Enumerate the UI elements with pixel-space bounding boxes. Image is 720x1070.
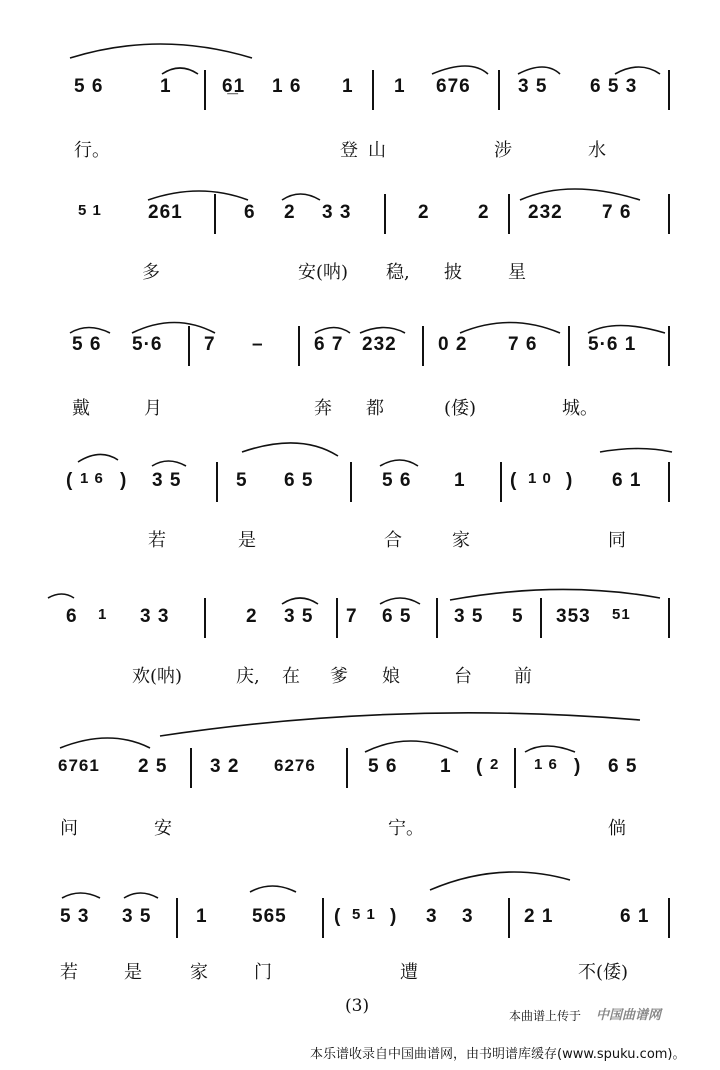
- note-group: 2 1: [524, 906, 554, 927]
- note-group: 51: [612, 606, 631, 623]
- barline: [216, 462, 218, 502]
- note-group: 6 5: [382, 606, 412, 627]
- barline: [384, 194, 386, 234]
- barline: [668, 326, 670, 366]
- upload-note: 本曲谱上传于: [509, 1009, 582, 1023]
- source-line: 本乐谱收录自中国曲谱网，由书明谱库缓存(www.spuku.com)。: [310, 1047, 686, 1062]
- lyric: 庆,: [236, 666, 260, 687]
- barline: [422, 326, 424, 366]
- lyric: 欢(呐): [132, 666, 183, 687]
- barline: [190, 748, 192, 788]
- note-group: 5: [512, 606, 524, 627]
- lyric: (倭): [444, 398, 477, 419]
- barline: [500, 462, 502, 502]
- note-group: ): [120, 470, 128, 491]
- note-group: 3 5: [122, 906, 152, 927]
- barline: [668, 194, 670, 234]
- note-group: (: [510, 470, 518, 491]
- lyric: 水: [588, 140, 606, 161]
- lyric: 不(倭): [578, 962, 629, 983]
- page-number: (3): [345, 996, 370, 1016]
- site-logo[interactable]: 中国曲谱网: [596, 1008, 662, 1023]
- note-group: 1 0: [528, 470, 552, 487]
- note-group: 6: [244, 202, 256, 223]
- barline: [204, 598, 206, 638]
- barline: [668, 462, 670, 502]
- note-group: 6 5: [608, 756, 638, 777]
- lyric: 家: [190, 962, 208, 983]
- note-group: 6761: [58, 756, 100, 775]
- note-group: ): [566, 470, 574, 491]
- barline: [668, 70, 670, 110]
- note-group: 5 3: [60, 906, 90, 927]
- note-group: 3 3: [322, 202, 352, 223]
- lyric: 稳,: [386, 262, 410, 283]
- barline: [514, 748, 516, 788]
- note-group: 6: [66, 606, 78, 627]
- note-group: 2: [246, 606, 258, 627]
- note-group: 3 2: [210, 756, 240, 777]
- lyric: 戴: [72, 398, 90, 419]
- barline: [668, 598, 670, 638]
- note-group: 2: [418, 202, 430, 223]
- note-group: 1 6: [272, 76, 302, 97]
- lyric: 登山: [340, 140, 396, 161]
- note-group: ): [390, 906, 398, 927]
- note-group: 2: [478, 202, 490, 223]
- note-group: 5·6 1: [588, 334, 637, 355]
- lyric: 在: [282, 666, 300, 687]
- lyric: 月: [144, 398, 162, 419]
- note-group: 565: [252, 906, 287, 927]
- note-group: 5 1: [352, 906, 376, 923]
- note-group: ): [574, 756, 582, 777]
- lyric: 合: [384, 530, 402, 551]
- note-group: 3 5: [518, 76, 548, 97]
- lyric: 安: [154, 818, 172, 839]
- lyric: 是: [238, 530, 256, 551]
- note-group: 7 6: [602, 202, 632, 223]
- lyric: 门: [254, 962, 272, 983]
- lyric: 奔: [314, 398, 332, 419]
- note-group: 6 1: [612, 470, 642, 491]
- note-group: 1: [394, 76, 406, 97]
- note-group: 6 1: [620, 906, 650, 927]
- note-group: 5 6: [368, 756, 398, 777]
- barline: [322, 898, 324, 938]
- lyric: 爹: [330, 666, 348, 687]
- note-group: 232: [528, 202, 563, 223]
- note-group: 3 3: [140, 606, 170, 627]
- note-group: 232: [362, 334, 397, 355]
- note-group: 6̲1: [222, 76, 246, 97]
- barline: [436, 598, 438, 638]
- barline: [214, 194, 216, 234]
- lyric: 披: [444, 262, 462, 283]
- note-group: 6 5: [284, 470, 314, 491]
- note-group: 2: [284, 202, 296, 223]
- note-group: 6 7: [314, 334, 344, 355]
- barline: [540, 598, 542, 638]
- lyric: 城。: [562, 398, 598, 419]
- note-group: 2 5: [138, 756, 168, 777]
- barline: [350, 462, 352, 502]
- note-group: 3 5: [152, 470, 182, 491]
- note-group: 676: [436, 76, 471, 97]
- barline: [498, 70, 500, 110]
- lyric: 是: [124, 962, 142, 983]
- note-group: 6276: [274, 756, 316, 775]
- lyric: 前: [514, 666, 532, 687]
- barline: [668, 898, 670, 938]
- barline: [508, 194, 510, 234]
- lyric: 台: [454, 666, 472, 687]
- note-group: 5 6: [72, 334, 102, 355]
- note-group: 1: [440, 756, 452, 777]
- lyric: 安(呐): [298, 262, 349, 283]
- barline: [298, 326, 300, 366]
- lyric: 行。: [74, 140, 110, 161]
- note-group: 1: [196, 906, 208, 927]
- note-group: 1: [160, 76, 172, 97]
- lyric: 家: [452, 530, 470, 551]
- barline: [346, 748, 348, 788]
- lyric: 都: [366, 398, 384, 419]
- note-group: 7: [346, 606, 358, 627]
- barline: [372, 70, 374, 110]
- note-group: 7: [204, 334, 216, 355]
- lyric: 倘: [608, 818, 626, 839]
- note-group: 1: [98, 606, 108, 623]
- note-group: 3: [462, 906, 474, 927]
- note-group: 0 2: [438, 334, 468, 355]
- note-group: 5 6: [74, 76, 104, 97]
- lyric: 问: [60, 818, 78, 839]
- note-group: 7 6: [508, 334, 538, 355]
- note-group: 1: [342, 76, 354, 97]
- lyric: 星: [508, 262, 526, 283]
- barline: [188, 326, 190, 366]
- note-group: (: [334, 906, 342, 927]
- note-group: 1 6: [534, 756, 558, 773]
- note-group: (: [66, 470, 74, 491]
- note-group: 5 6: [382, 470, 412, 491]
- note-group: 3 5: [284, 606, 314, 627]
- note-group: 2: [490, 756, 500, 773]
- note-group: 6 5 3: [590, 76, 638, 97]
- barline: [176, 898, 178, 938]
- note-group: 5·6: [132, 334, 163, 355]
- lyric: 涉: [494, 140, 512, 161]
- note-group: 1 6: [80, 470, 104, 487]
- lyric: 娘: [382, 666, 400, 687]
- note-group: 5 1: [78, 202, 102, 219]
- barline: [204, 70, 206, 110]
- barline: [508, 898, 510, 938]
- note-group: 3: [426, 906, 438, 927]
- barline: [336, 598, 338, 638]
- lyric: 若: [60, 962, 78, 983]
- note-group: 3 5: [454, 606, 484, 627]
- lyric: 多: [142, 262, 160, 283]
- note-group: –: [252, 334, 264, 355]
- note-group: 5: [236, 470, 248, 491]
- barline: [568, 326, 570, 366]
- note-group: (: [476, 756, 484, 777]
- note-group: 353: [556, 606, 591, 627]
- lyric: 宁。: [388, 818, 424, 839]
- lyric: 若: [148, 530, 166, 551]
- lyric: 同: [608, 530, 626, 551]
- lyric: 遭: [400, 962, 418, 983]
- note-group: 261: [148, 202, 183, 223]
- note-group: 1: [454, 470, 466, 491]
